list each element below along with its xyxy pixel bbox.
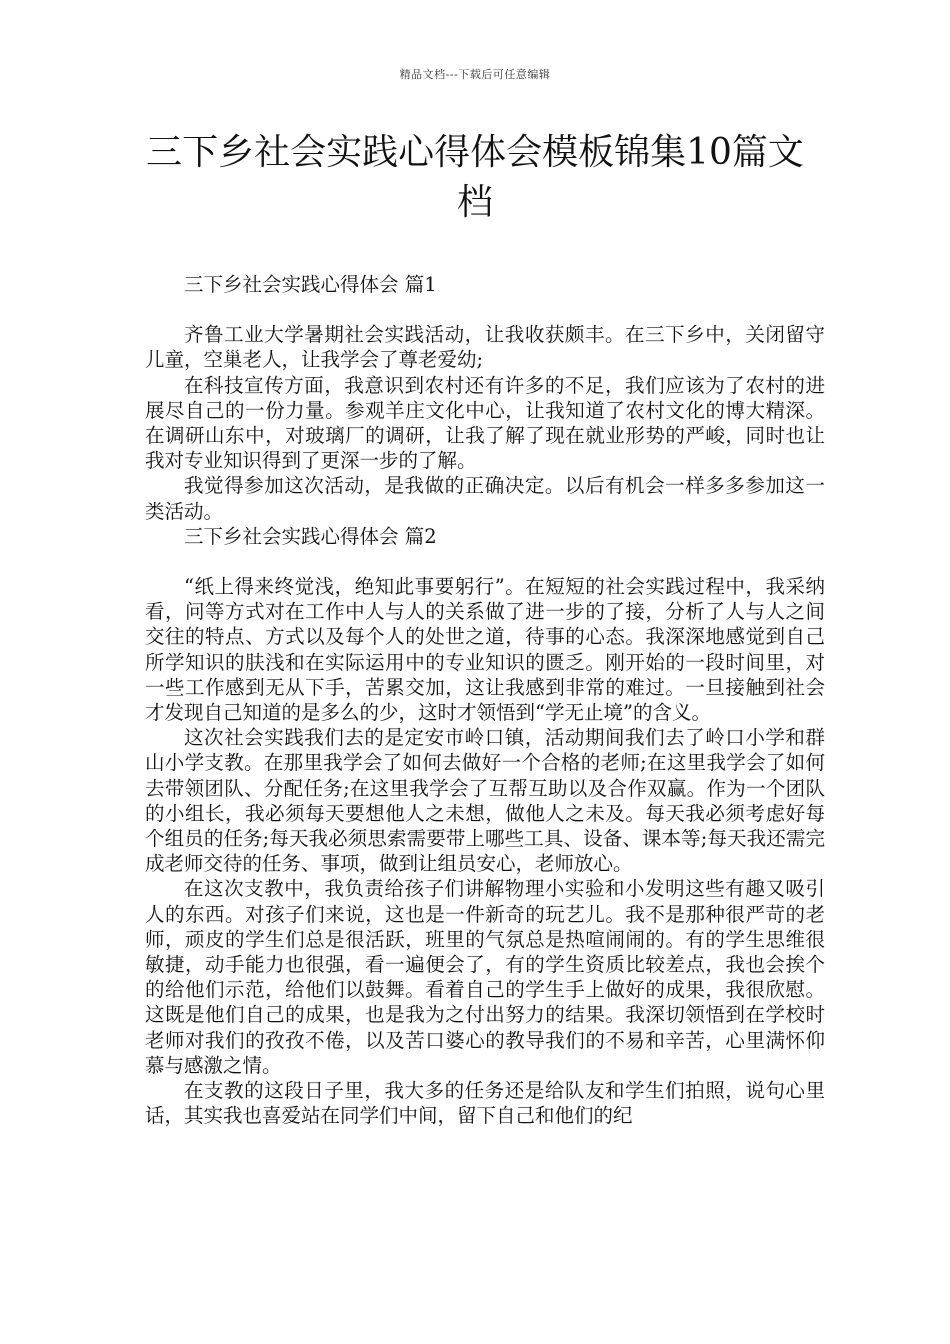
section-2-paragraph-4: 在支教的这段日子里，我大多的任务还是给队友和学生们拍照，说句心里话，其实我也喜爱站在同学们中间，留下自己和他们的纪: [145, 1079, 825, 1128]
section-1-paragraph-1: 齐鲁工业大学暑期社会实践活动，让我收获颇丰。在三下乡中，关闭留守儿童，空巢老人，让我学会了尊老爱幼;: [145, 323, 825, 372]
section-2-paragraph-1: “纸上得来终觉浅，绝知此事要躬行”。在短短的社会实践过程中，我采纳看，问等方式对在工作中人与人的关系做了进一步的了接，分析了人与人之间交往的特点、方式以及每个人的处世之道，待事的心态。我深深地感觉到自己所学知识的肤浅和在实际运用中的专业知识的匮乏。刚开始的一段时间里，对一些工作感到无从下手，苦累交加，这让我感到非常的难过。一旦接触到社会才发现自己知道的是多么的少，这时才领悟到“学无止境”的含义。: [145, 575, 825, 725]
section-1-paragraph-2: 在科技宣传方面，我意识到农村还有许多的不足，我们应该为了农村的进展尽自己的一份力量。参观羊庄文化中心，让我知道了农村文化的博大精深。在调研山东中，对玻璃厂的调研，让我了解了现在就业形势的严峻，同时也让我对专业知识得到了更深一步的了解。: [145, 373, 825, 473]
page-header-note: 精品文档---下载后可任意编辑: [399, 68, 551, 81]
document-title: 三下乡社会实践心得体会模板锦集10篇文档: [146, 132, 804, 223]
section-heading-2: 三下乡社会实践心得体会 篇2: [184, 524, 437, 548]
document-body: [145, 272, 825, 1129]
section-1-paragraph-3: 我觉得参加这次活动，是我做的正确决定。以后有机会一样多多参加这一类活动。: [145, 474, 825, 523]
section-heading-1: 三下乡社会实践心得体会 篇1: [184, 273, 437, 296]
section-2-paragraph-2: 这次社会实践我们去的是定安市岭口镇，活动期间我们去了岭口小学和群山小学支教。在那里我学会了如何去做好一个合格的老师;在这里我学会了如何去带领团队、分配任务;在这里我学会了互帮互助以及合作双赢。作为一个团队的小组长，我必须每天要想他人之未想，做他人之未及。每天我必须考虑好每个组员的任务;每天我必须思索需要带上哪些工具、设备、课本等;每天我还需完成老师交待的任务、事项，做到让组员安心，老师放心。: [145, 726, 825, 876]
section-2-paragraph-3: 在这次支教中，我负责给孩子们讲解物理小实验和小发明这些有趣又吸引人的东西。对孩子们来说，这也是一件新奇的玩艺儿。我不是那种很严苛的老师，顽皮的学生们总是很活跃，班里的气氛总是热喧闹闹的。有的学生思维很敏捷，动手能力也很强，看一遍便会了，有的学生资质比较差点，我也会挨个的给他们示范，给他们以鼓舞。看着自己的学生手上做好的成果，我很欣慰。这既是他们自己的成果，也是我为之付出努力的结果。我深切领悟到在学校时老师对我们的孜孜不倦，以及苦口婆心的教导我们的不易和辛苦，心里满怀仰慕与感激之情。: [145, 877, 825, 1077]
